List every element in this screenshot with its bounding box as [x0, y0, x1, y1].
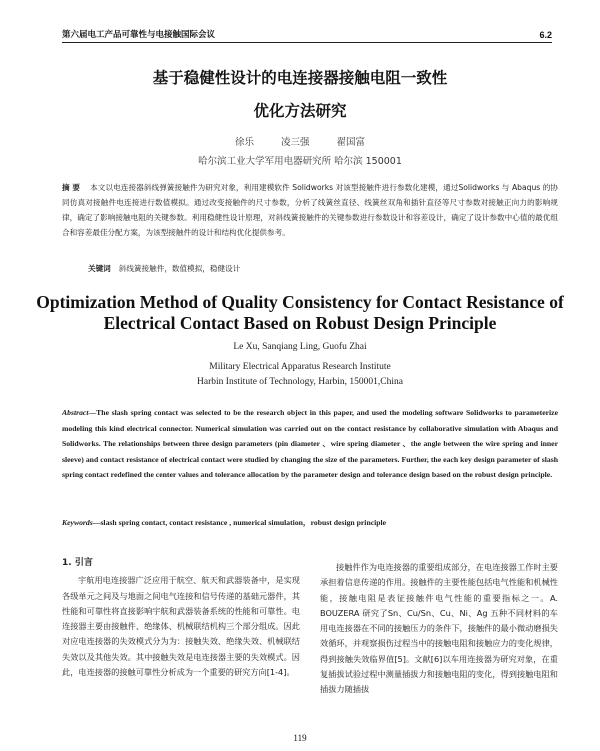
- intro-paragraph-left: 宇航用电连接器广泛应用于航空、航天和武器装备中，是实现各级单元之间及与地面之间电气连接和信号传递的基础元器件，其性能和可靠性将直接影响宇航和武器装备系统的性能和可靠性。电连接器主要由接触件、绝缘体、机械联结机构三个部分组成。因此对应电连接器的失效模式分为为：接触失效、绝缘失效、机械联结失效以及其他失效。其中接触失效是电连接器主要的失效模式。因此，电连接器的接触可靠性分析成为一个重要的研究方向[1-4]。: [62, 575, 300, 678]
- section-heading-introduction: 1. 引言: [62, 558, 93, 568]
- conference-name: 第六届电工产品可靠性与电接触国际会议: [62, 30, 216, 40]
- cn-abstract-text: 本文以电连接器斜线弹簧接触件为研究对象，利用建模软件 Solidworks 对该型接触件进行参数化建模，通过Solidworks 与 Abaqus 的协同仿真对接触件电连接进行数值模拟。通过改变接触件的尺寸参数，分析了线簧丝直径、线簧丝双角和插针直径等尺寸参数对接触正向力的影响规律，确定了影响接触电阻的关键参数。利用稳健性设计原理，对斜线簧接触件的关键参数进行参数设计和容差设计，确定了设计参数中心值的最优组合和容差最佳分配方案，为该型接触件的设计和结构优化提供参考。: [62, 183, 558, 237]
- page-number: 119: [293, 733, 307, 743]
- en-affiliation-line-2: Harbin Institute of Technology, Harbin, 150001,China: [197, 377, 403, 387]
- en-title-line-1: Optimization Method of Quality Consistency for Contact Resistance of: [36, 292, 564, 312]
- body-column-left: [62, 556, 300, 680]
- cn-keywords: [88, 263, 558, 274]
- running-header: [62, 28, 552, 43]
- cn-abstract: [62, 180, 558, 240]
- en-abstract-text: —The slash spring contact was selected to be the research object in this paper, and used the modeling software Solidworks to parameterize modeling this kind electrical connector. Numerical simulation was carried out on the contact resistance by collaborative simulation with Abaqus and Solidworks. The relationships between three design parameters (pin diameter 、wire spring diameter 、the angle between the wire spring and inner sleeve) and contact resistance of electrical contact were studied by changing the size of the parameters. Further, the each key design parameter of slash spring contact redefined the center values and tolerance allocation by the parameter design and tolerance design based on the robust design principle.: [62, 408, 558, 479]
- cn-keywords-label: 关键词: [88, 264, 111, 273]
- cn-authors: [0, 134, 600, 148]
- en-title-line-2: Electrical Contact Based on Robust Design Principle: [103, 313, 497, 333]
- section-number: 6.2: [539, 30, 552, 40]
- en-authors: Le Xu, Sanqiang Ling, Guofu Zhai: [233, 342, 367, 352]
- cn-keywords-text: 斜线簧接触件，数值模拟，稳健设计: [118, 264, 241, 273]
- en-keywords-text: —slash spring contact, contact resistance , numerical simulation，robust design principle: [92, 518, 387, 527]
- cn-author: 凌三强: [280, 137, 310, 148]
- intro-paragraph-right: 接触件作为电连接器的重要组成部分，在电连接器工作时主要承担着信息传递的作用。接触件的主要性能包括电气性能和机械性能，接触电阻是表征接触件电气性能的重要指标之一。A. BOUZERA 研究了Sn、Cu/Sn、Cu、Ni、Ag 五种不同材料的车用电连接器在不同的接触压力的条件下，接触件的最小微动磨损失效循环，并观察损伤过程当中的接触电阻和接触应力的变化规律，得到接触失效临界值[5]。文献[6]以车用连接器为研究对象，在重复插拔试验过程中测量插拔力和接触电阻的变化，得到接触电阻和插拔力随插拔: [320, 562, 558, 695]
- cn-title-line-1: 基于稳健性设计的电连接器接触电阻一致性: [152, 69, 448, 87]
- cn-affiliation: 哈尔滨工业大学军用电器研究所 哈尔滨 150001: [198, 156, 402, 167]
- body-column-right: [320, 560, 558, 698]
- en-abstract: [62, 405, 558, 483]
- en-keywords-label: Keywords: [62, 518, 93, 527]
- en-keywords: [62, 517, 558, 528]
- en-affiliation-line-1: Military Electrical Apparatus Research Institute: [209, 362, 391, 372]
- cn-author: 翟国富: [336, 137, 366, 148]
- cn-title-line-2: 优化方法研究: [253, 102, 347, 120]
- cn-abstract-label: 摘 要: [62, 183, 81, 192]
- cn-author: 徐乐: [234, 137, 254, 148]
- en-abstract-label: Abstract: [62, 408, 89, 417]
